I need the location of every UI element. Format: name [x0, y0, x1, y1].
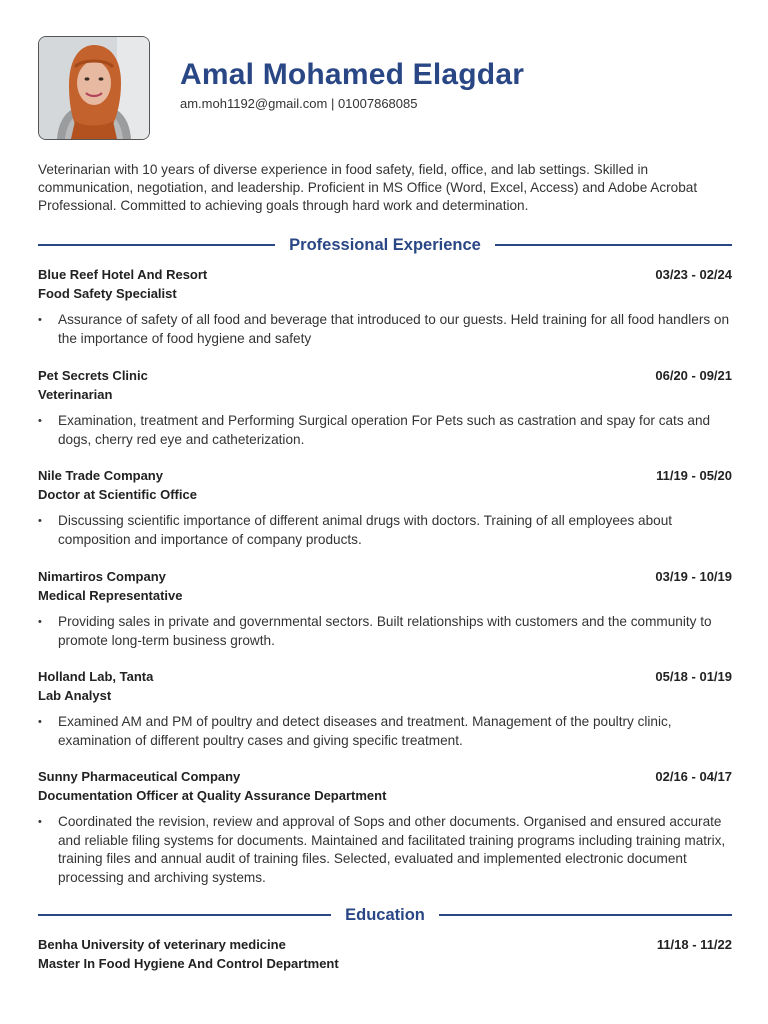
company-name: Sunny Pharmaceutical Company	[38, 769, 241, 784]
candidate-name: Amal Mohamed Elagdar	[180, 58, 525, 91]
job-description: • Discussing scientific importance of different animal drugs with doctors. Training of all employees about composition and importance of company products.	[38, 512, 732, 549]
job-title: Documentation Officer at Quality Assurance Department	[38, 788, 387, 803]
profile-summary: Veterinarian with 10 years of diverse experience in food safety, field, office, and lab settings. Skilled in communication, negotiation, and leadership. Proficient in MS Office (Word, Excel, Access) and Adobe Acrobat Professional. Committed to achieving goals through hard work and determination.	[38, 162, 698, 213]
job-title: Doctor at Scientific Office	[38, 487, 197, 502]
job-dates: 05/18 - 01/19	[655, 669, 732, 684]
divider-right	[439, 914, 732, 916]
experience-item-header	[38, 567, 732, 586]
contact-info[interactable]: am.moh1192@gmail.com | 01007868085	[180, 96, 418, 111]
experience-item	[38, 567, 732, 650]
job-description: • Coordinated the revision, review and approval of Sops and other documents. Organised and ensured accurate and reliable filing systems for documents. Maintained and facilitated training programs including training matrix, training files and annual audit of training files. Selected, evaluated and implemented electronic document processing and archiving systems.	[38, 813, 732, 887]
experience-item	[38, 767, 732, 887]
experience-item-header	[38, 366, 732, 385]
job-description: • Examination, treatment and Performing Surgical operation For Pets such as castration and spay for cats and dogs, cherry red eye and catheterization.	[38, 412, 732, 449]
job-title: Medical Representative	[38, 588, 183, 603]
job-description: • Assurance of safety of all food and beverage that introduced to our guests. Held training for all food handlers on the importance of food hygiene and safety	[38, 311, 732, 348]
section-title-education: Education	[345, 905, 425, 924]
education-item	[38, 935, 732, 973]
resume-page	[38, 0, 732, 971]
job-dates: 11/19 - 05/20	[656, 468, 732, 483]
job-title: Food Safety Specialist	[38, 286, 177, 301]
divider-right	[495, 244, 732, 246]
job-description: • Examined AM and PM of poultry and detect diseases and treatment. Management of the poultry clinic, examination of different poultry cases and giving specific treatment.	[38, 713, 732, 750]
section-header-education	[38, 904, 732, 926]
degree-title: Master In Food Hygiene And Control Department	[38, 956, 339, 971]
experience-item	[38, 667, 732, 750]
job-description: • Providing sales in private and governmental sectors. Built relationships with customers and the community to promote long-term business growth.	[38, 613, 732, 650]
job-dates: 06/20 - 09/21	[655, 368, 732, 383]
company-name: Nimartiros Company	[38, 569, 166, 584]
experience-item	[38, 366, 732, 449]
experience-item	[38, 265, 732, 348]
experience-item-header	[38, 466, 732, 485]
experience-item-header	[38, 667, 732, 686]
company-name: Blue Reef Hotel And Resort	[38, 267, 208, 282]
job-title: Veterinarian	[38, 387, 113, 402]
education-dates: 11/18 - 11/22	[656, 937, 732, 952]
company-name: Holland Lab, Tanta	[38, 669, 154, 684]
experience-item-header	[38, 265, 732, 284]
section-header-experience	[38, 234, 732, 256]
resume-header	[38, 0, 732, 150]
job-dates: 02/16 - 04/17	[655, 769, 732, 784]
school-name: Benha University of veterinary medicine	[38, 937, 286, 952]
education-item-header	[38, 935, 732, 954]
divider-left	[38, 914, 331, 916]
job-dates: 03/23 - 02/24	[655, 267, 732, 282]
section-title-experience: Professional Experience	[289, 235, 481, 254]
divider-left	[38, 244, 275, 246]
job-dates: 03/19 - 10/19	[655, 569, 732, 584]
experience-item-header	[38, 767, 732, 786]
company-name: Nile Trade Company	[38, 468, 163, 483]
profile-photo	[38, 36, 150, 140]
company-name: Pet Secrets Clinic	[38, 368, 148, 383]
job-title: Lab Analyst	[38, 688, 112, 703]
profile-photo-icon	[39, 37, 149, 139]
experience-item	[38, 466, 732, 549]
